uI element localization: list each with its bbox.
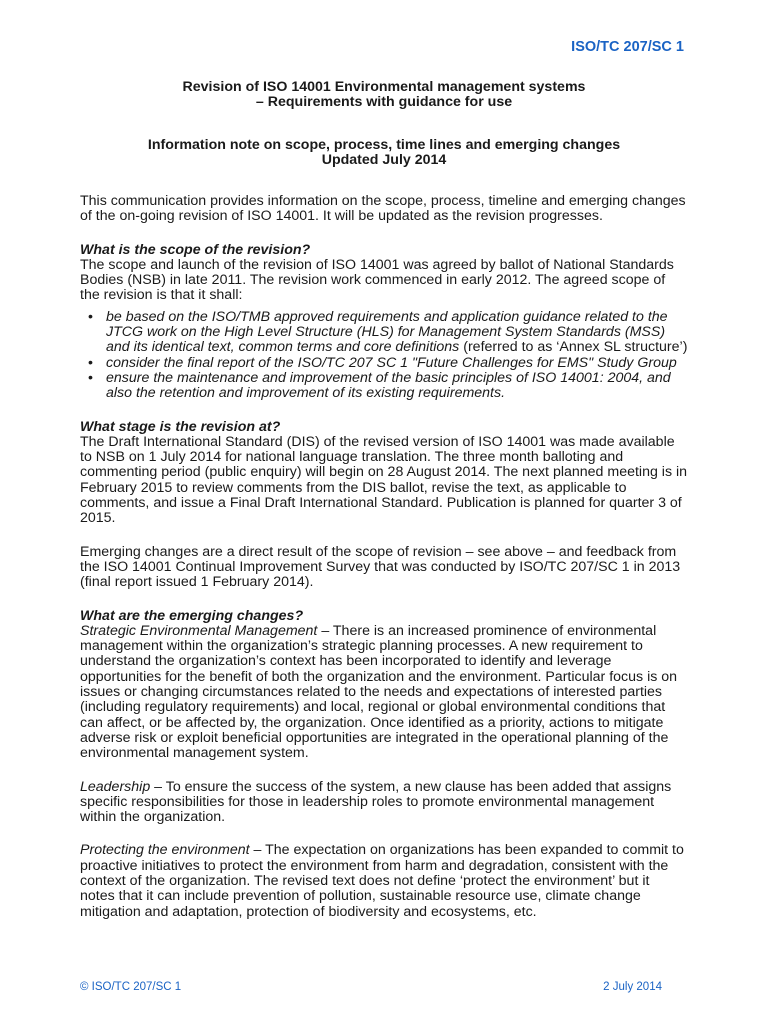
change-text: – The expectation on organizations has been expanded to commit to proactive initiatives to protect the environment from harm and degradation, consistent with the context of the organization. The revised text does not define ‘protect the environment’ but it notes that it can include prevention of pollution, sustainable resource use, climate change mitigation and adaptation, protection of biodiversity and ecosystems, etc. [80,842,684,920]
subtitle-line-2: Updated July 2014 [321,152,447,169]
organization-header: ISO/TC 207/SC 1 [571,39,684,55]
bullet-italic-text: ensure the maintenance and improvement of the basic principles of ISO 14001: 2004, and also the retention and improvement of its existing requirements. [106,369,671,402]
bullet-normal-text: (referred to as ‘Annex SL structure’) [459,339,688,356]
stage-heading: What stage is the revision at? [80,418,281,435]
bullet-icon: • [88,369,93,386]
change-term: Protecting the environment [80,842,250,859]
document-title [80,80,688,111]
subtitle-line-1: Information note on scope, process, time lines and emerging changes [147,137,621,153]
list-item [80,310,688,356]
changes-heading: What are the emerging changes? [80,607,304,624]
change-item-leadership [80,780,688,826]
emerging-paragraph: Emerging changes are a direct result of the scope of revision – see above – and feedback from the ISO 14001 Continual Improvement Survey that was conducted by ISO/TC 207/SC 1 in 2013 (final report issued 1 February 2014). [80,543,681,591]
change-text: – To ensure the success of the system, a new clause has been added that assigns specific responsibilities for those in leadership roles to promote environmental management within the organization. [80,778,672,826]
change-term: Strategic Environmental Management [80,622,318,639]
bullet-icon: • [88,354,93,371]
intro-paragraph: This communication provides information on the scope, process, timeline and emerging changes of the on-going revision of ISO 14001. It will be updated as the revision progresses. [80,193,686,225]
scope-paragraph: The scope and launch of the revision of ISO 14001 was agreed by ballot of National Standards Bodies (NSB) in late 2011. The revision work commenced in early 2012. The agreed scope of the revision is that it shall: [80,256,674,304]
title-line-2: – Requirements with guidance for use [255,94,513,111]
scope-heading: What is the scope of the revision? [80,241,311,258]
change-item-strategic [80,624,688,762]
footer-copyright: © ISO/TC 207/SC 1 [80,981,182,993]
bullet-icon: • [88,308,93,325]
change-term: Leadership [80,778,151,795]
document-subtitle [80,138,688,169]
change-text: – There is an increased prominence of environmental management within the organization’s strategic planning processes. A new requirement to understand the organization’s context has been incorporated to identify and leverage opportunities for the benefit of both the organization and the environment. Particular focus is on issues or changing circumstances related to the needs and expectations of interested parties (including regulatory requirements) and local, regional or global environmental conditions that can affect, or be affected by, the organization. Once identified as a priority, actions to mitigate adverse risk or exploit beneficial opportunities are integrated in the operational planning of the environmental management system. [80,622,678,762]
bullet-italic-text: consider the final report of the ISO/TC 207 SC 1 "Future Challenges for EMS" Study Group [106,354,677,371]
list-item [80,371,688,402]
list-item [80,356,688,371]
stage-paragraph: The Draft International Standard (DIS) of the revised version of ISO 14001 was made available to NSB on 1 July 2014 for national language translation. The three month balloting and commenting period (public enquiry) will begin on 28 August 2014. The next planned meeting is in February 2015 to review comments from the DIS ballot, revise the text, as applicable to comments, and issue a Final Draft International Standard. Publication is planned for quarter 3 of 2015. [80,433,688,527]
change-item-protecting [80,843,688,919]
title-line-1: Revision of ISO 14001 Environmental management systems [182,79,586,95]
bullet-italic-text: be based on the ISO/TMB approved requirements and application guidance related to the JTCG work on the High Level Structure (HLS) for Management System Standards (MSS) and its identical text, common terms and core definitions [106,308,668,356]
footer-date: 2 July 2014 [603,981,662,993]
scope-bullet-list [80,310,688,402]
document-body [80,194,688,920]
